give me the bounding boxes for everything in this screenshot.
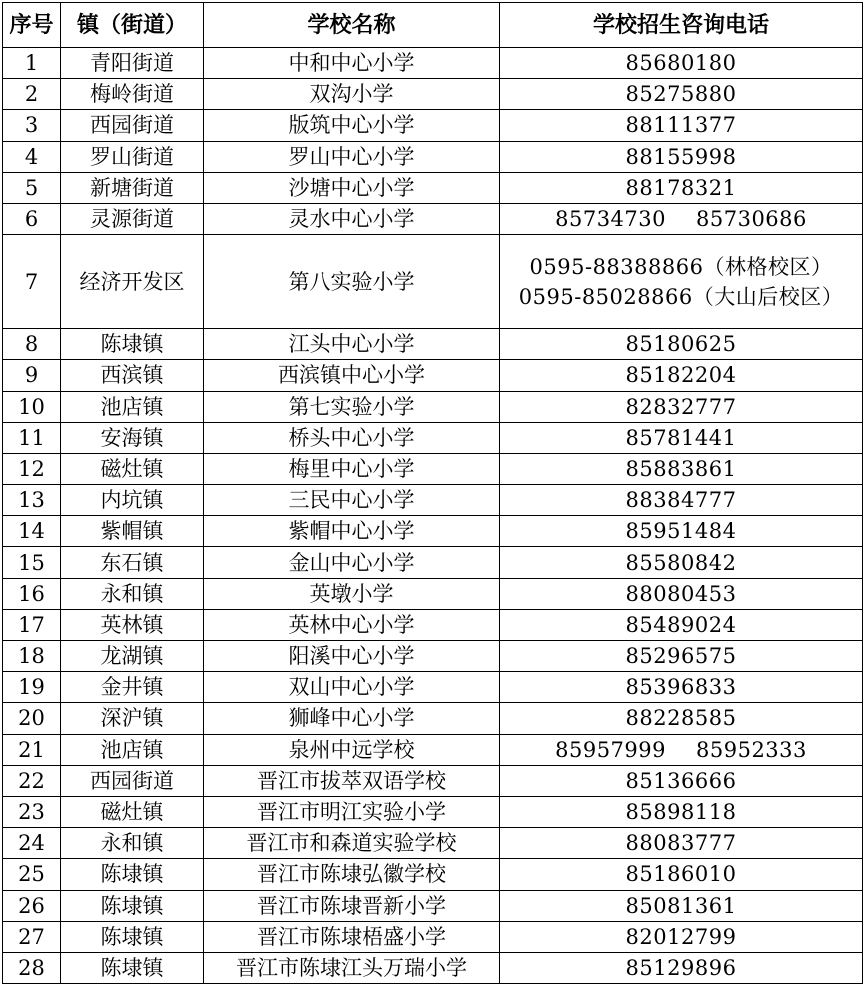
row-town: 新塘街道 [61,172,204,203]
table-row [3,172,863,203]
table-row [3,828,863,859]
row-number: 17 [3,609,61,640]
phone-number: 85129896 [625,955,737,980]
row-phone [500,453,863,484]
phone-number: 85396833 [625,675,737,700]
row-phone [500,703,863,734]
row-town: 陈埭镇 [61,921,204,952]
row-phone [500,609,863,640]
table-row [3,672,863,703]
row-town: 龙湖镇 [61,641,204,672]
phone-number: 85296575 [625,644,737,669]
table-row [3,765,863,796]
phone-number: 85952333 [696,737,807,762]
row-phone [500,360,863,391]
row-school-name: 晋江市陈埭梧盛小学 [204,921,500,952]
row-phone [500,79,863,110]
table-row [3,453,863,484]
phone-number: 85180625 [625,332,737,357]
table-row [3,516,863,547]
row-number: 7 [3,235,61,329]
row-phone [500,859,863,890]
row-phone [500,796,863,827]
row-number: 15 [3,547,61,578]
row-number: 6 [3,203,61,234]
table-row [3,235,863,329]
table-row [3,203,863,234]
phone-number: 85781441 [625,425,737,450]
table-row [3,734,863,765]
row-school-name: 金山中心小学 [204,547,500,578]
phone-number: 85898118 [625,800,737,825]
table-row [3,391,863,422]
table-body [3,48,863,984]
phone-number: 85734730 [555,207,666,232]
row-phone [500,141,863,172]
table-row [3,110,863,141]
row-number: 13 [3,485,61,516]
row-town: 梅岭街道 [61,79,204,110]
row-phone [500,203,863,234]
row-number: 8 [3,329,61,360]
row-town: 英林镇 [61,609,204,640]
phone-number: 85275880 [625,82,737,107]
row-town: 陈埭镇 [61,952,204,983]
row-number: 26 [3,890,61,921]
row-number: 5 [3,172,61,203]
phone-number: 85730686 [696,207,807,232]
header-town: 镇（街道） [61,3,204,48]
row-school-name: 阳溪中心小学 [204,641,500,672]
row-town: 永和镇 [61,828,204,859]
row-phone [500,110,863,141]
row-school-name: 版筑中心小学 [204,110,500,141]
row-town: 永和镇 [61,578,204,609]
table-row [3,48,863,79]
row-school-name: 第七实验小学 [204,391,500,422]
row-phone [500,172,863,203]
phone-number: 85957999 [555,737,666,762]
table-row [3,641,863,672]
row-town: 经济开发区 [61,235,204,329]
table-row [3,485,863,516]
row-school-name: 晋江市陈埭弘徽学校 [204,859,500,890]
row-town: 池店镇 [61,734,204,765]
table-header-row [3,3,863,48]
row-town: 青阳街道 [61,48,204,79]
phone-number: 85680180 [625,51,737,76]
row-school-name: 中和中心小学 [204,48,500,79]
row-phone [500,641,863,672]
phone-number: 85186010 [625,862,737,887]
table-row [3,796,863,827]
row-town: 灵源街道 [61,203,204,234]
row-school-name: 晋江市陈埭江头万瑞小学 [204,952,500,983]
header-phone: 学校招生咨询电话 [500,3,863,48]
row-number: 22 [3,765,61,796]
row-town: 西园街道 [61,765,204,796]
row-number: 2 [3,79,61,110]
row-school-name: 晋江市陈埭晋新小学 [204,890,500,921]
row-phone [500,235,863,329]
phone-number: 85883861 [625,456,737,481]
row-school-name: 梅里中心小学 [204,453,500,484]
phone-number: 88111377 [625,113,737,138]
row-town: 金井镇 [61,672,204,703]
row-town: 池店镇 [61,391,204,422]
row-number: 18 [3,641,61,672]
row-school-name: 泉州中远学校 [204,734,500,765]
phone-number: 0595-85028866（大山后校区） [518,284,844,309]
row-school-name: 西滨镇中心小学 [204,360,500,391]
row-phone [500,828,863,859]
row-school-name: 双沟小学 [204,79,500,110]
row-school-name: 晋江市和森道实验学校 [204,828,500,859]
row-town: 东石镇 [61,547,204,578]
row-phone [500,734,863,765]
phone-number: 88384777 [625,488,737,513]
row-town: 磁灶镇 [61,453,204,484]
row-number: 20 [3,703,61,734]
table-row [3,79,863,110]
row-school-name: 英林中心小学 [204,609,500,640]
table-row [3,609,863,640]
phone-number: 85580842 [625,550,737,575]
school-enrollment-table [2,2,863,984]
phone-number: 88228585 [625,706,737,731]
row-phone [500,890,863,921]
phone-number: 85182204 [625,363,737,388]
row-number: 10 [3,391,61,422]
row-town: 磁灶镇 [61,796,204,827]
row-school-name: 江头中心小学 [204,329,500,360]
row-school-name: 罗山中心小学 [204,141,500,172]
table-row [3,921,863,952]
row-number: 14 [3,516,61,547]
row-phone [500,48,863,79]
row-phone [500,391,863,422]
row-town: 陈埭镇 [61,859,204,890]
row-phone [500,516,863,547]
table-row [3,890,863,921]
row-number: 3 [3,110,61,141]
row-town: 西滨镇 [61,360,204,391]
row-phone [500,578,863,609]
row-number: 11 [3,422,61,453]
row-town: 陈埭镇 [61,329,204,360]
row-school-name: 三民中心小学 [204,485,500,516]
row-phone [500,547,863,578]
header-school: 学校名称 [204,3,500,48]
row-school-name: 晋江市明江实验小学 [204,796,500,827]
row-school-name: 英墩小学 [204,578,500,609]
phone-number: 88083777 [625,831,737,856]
row-phone [500,422,863,453]
row-school-name: 双山中心小学 [204,672,500,703]
row-number: 28 [3,952,61,983]
row-school-name: 灵水中心小学 [204,203,500,234]
row-number: 12 [3,453,61,484]
phone-number: 88155998 [625,144,737,169]
phone-number: 85951484 [625,519,737,544]
phone-number: 85136666 [625,768,737,793]
phone-number: 85081361 [625,893,737,918]
row-town: 陈埭镇 [61,890,204,921]
row-phone [500,672,863,703]
row-phone [500,485,863,516]
row-school-name: 狮峰中心小学 [204,703,500,734]
row-town: 安海镇 [61,422,204,453]
row-number: 4 [3,141,61,172]
header-no: 序号 [3,3,61,48]
phone-number: 88080453 [625,581,737,606]
row-phone [500,921,863,952]
row-number: 25 [3,859,61,890]
table-row [3,547,863,578]
table-row [3,141,863,172]
row-number: 1 [3,48,61,79]
table-row [3,578,863,609]
row-number: 9 [3,360,61,391]
row-town: 西园街道 [61,110,204,141]
row-number: 19 [3,672,61,703]
row-school-name: 沙塘中心小学 [204,172,500,203]
phone-number: 88178321 [625,175,737,200]
phone-number: 82832777 [625,394,737,419]
table-row [3,859,863,890]
row-number: 27 [3,921,61,952]
row-town: 深沪镇 [61,703,204,734]
row-phone [500,952,863,983]
phone-number: 0595-88388866（林格校区） [529,254,833,279]
row-phone [500,329,863,360]
row-number: 16 [3,578,61,609]
row-town: 紫帽镇 [61,516,204,547]
table-row [3,422,863,453]
table-row [3,703,863,734]
row-school-name: 第八实验小学 [204,235,500,329]
row-school-name: 晋江市拔萃双语学校 [204,765,500,796]
row-number: 24 [3,828,61,859]
row-town: 罗山街道 [61,141,204,172]
row-school-name: 桥头中心小学 [204,422,500,453]
table-row [3,360,863,391]
row-town: 内坑镇 [61,485,204,516]
table-row [3,952,863,983]
row-number: 21 [3,734,61,765]
phone-number: 85489024 [625,612,737,637]
table-row [3,329,863,360]
row-number: 23 [3,796,61,827]
row-school-name: 紫帽中心小学 [204,516,500,547]
phone-number: 82012799 [625,924,737,949]
row-phone [500,765,863,796]
